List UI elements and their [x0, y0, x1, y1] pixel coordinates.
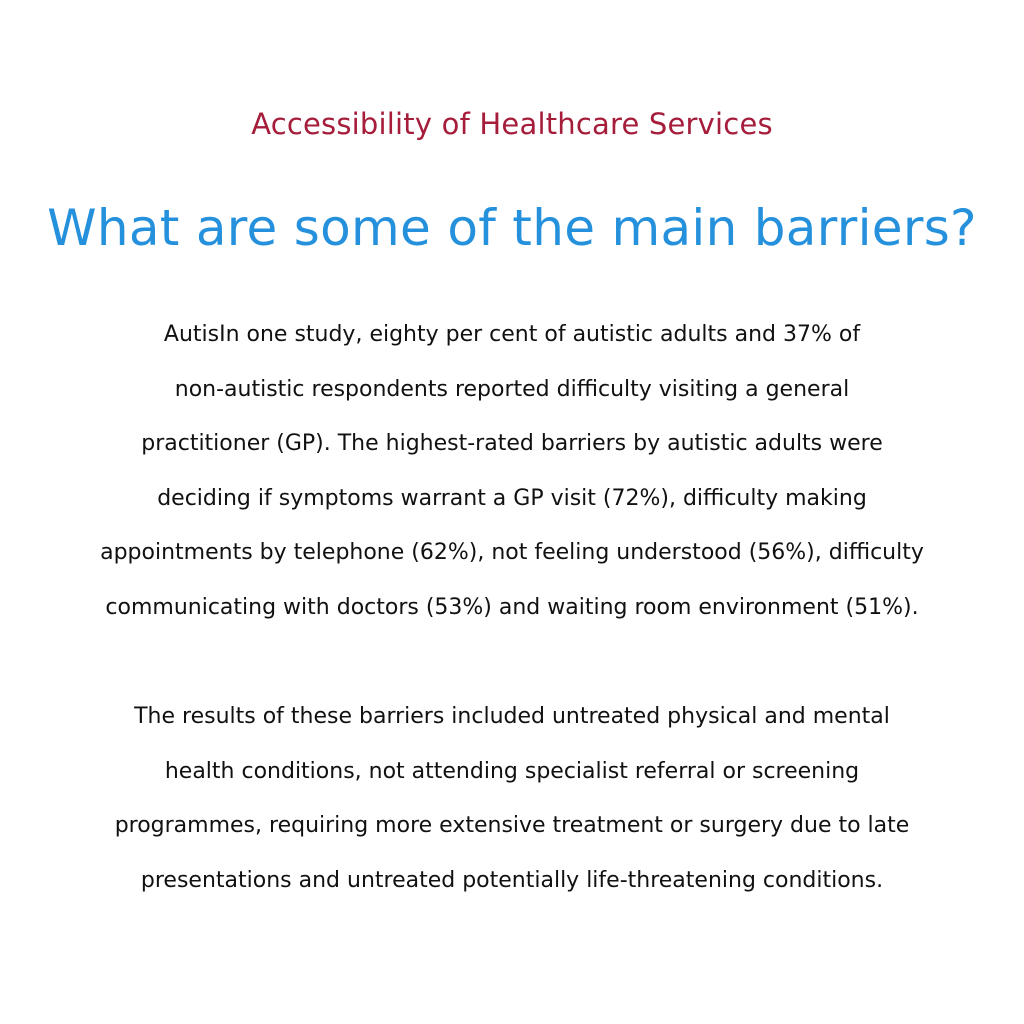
paragraph-line: AutisIn one study, eighty per cent of autistic adults and 37% of: [163, 322, 861, 347]
paragraph-line: programmes, requiring more extensive treatment or surgery due to late: [114, 813, 910, 838]
paragraph-line: non-autistic respondents reported difficulty visiting a general: [174, 376, 850, 402]
paragraph-line: The results of these barriers included untreated physical and mental: [134, 704, 890, 729]
paragraph-line: communicating with doctors (53%) and waiting room environment (51%).: [105, 594, 919, 620]
paragraph-line: presentations and untreated potentially life-threatening conditions.: [140, 867, 884, 893]
body-paragraph-results: [40, 690, 984, 908]
paragraph-line: practitioner (GP). The highest-rated barriers by autistic adults were: [141, 431, 883, 456]
section-kicker: Accessibility of Healthcare Services: [251, 107, 773, 141]
body-paragraph-barriers: [40, 308, 984, 635]
paragraph-line: deciding if symptoms warrant a GP visit (72%), difficulty making: [157, 485, 867, 511]
main-headline: What are some of the main barriers?: [47, 199, 977, 257]
paragraph-line: appointments by telephone (62%), not feeling understood (56%), difficulty: [100, 540, 924, 565]
paragraph-line: health conditions, not attending specialist referral or screening: [164, 758, 860, 784]
